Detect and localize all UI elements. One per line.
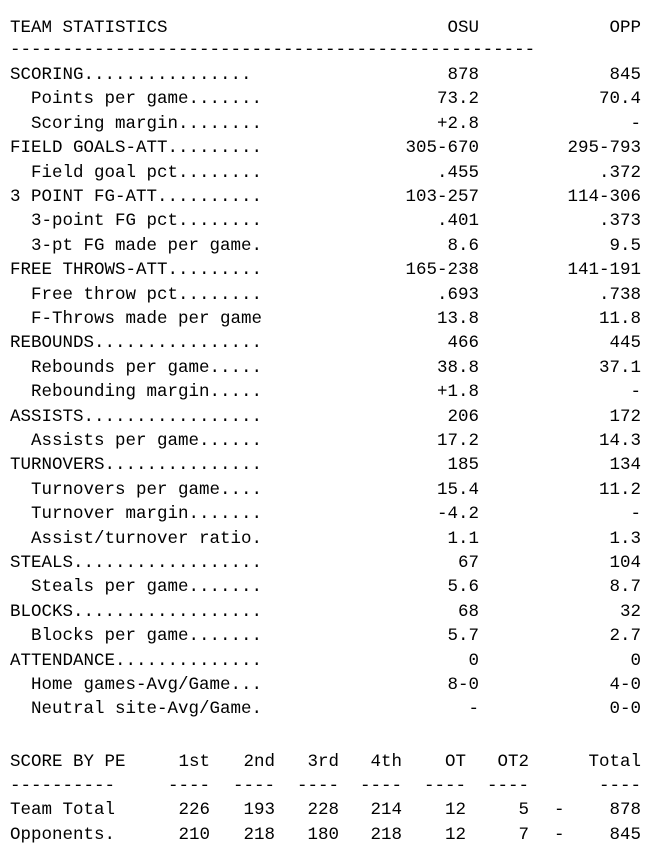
stat-row [0, 185, 660, 209]
stat-row [0, 429, 660, 453]
period-score: 218 [370, 825, 402, 845]
osu-value: 0 [468, 650, 479, 671]
header-rule [0, 38, 660, 62]
period-header: OT2 [497, 752, 529, 772]
opp-value: .372 [598, 162, 641, 183]
stat-label: Steals per game....... [10, 577, 263, 598]
stat-row [0, 258, 660, 282]
osu-value: 38.8 [436, 357, 479, 378]
stat-row [0, 453, 660, 477]
opp-value: 0 [630, 650, 641, 671]
period-row-label: Team Total [10, 800, 116, 820]
opp-value: 2.7 [609, 626, 641, 647]
stat-row [0, 405, 660, 429]
opp-value: 32 [619, 601, 641, 622]
opp-value: 141-191 [567, 260, 641, 281]
period-separator: - [554, 800, 565, 820]
opp-value: 37.1 [598, 357, 641, 378]
opp-value: 172 [609, 406, 641, 427]
period-rule: ---- [359, 776, 402, 796]
period-rule: ---- [296, 776, 339, 796]
osu-value: 1.1 [447, 528, 479, 549]
opp-value: 104 [609, 553, 641, 573]
opp-value: 134 [609, 455, 641, 476]
stat-label: Turnovers per game.... [10, 479, 263, 500]
stat-label: Field goal pct........ [10, 162, 263, 183]
opp-value: 9.5 [609, 235, 641, 256]
osu-value: 68 [457, 601, 479, 622]
period-score: 218 [243, 825, 275, 845]
stat-label: Points per game....... [10, 89, 263, 110]
osu-value: 165-238 [405, 260, 479, 281]
period-score: 228 [307, 800, 339, 820]
stat-label: BLOCKS.................. [10, 601, 263, 622]
stat-row [0, 600, 660, 624]
stat-label: Rebounds per game..... [10, 357, 263, 378]
opp-value: 8.7 [609, 577, 641, 598]
stat-label: Turnover margin....... [10, 504, 263, 525]
opp-column-header: OPP [609, 18, 641, 38]
stat-row [0, 478, 660, 502]
period-total: 845 [609, 825, 641, 845]
stat-row [0, 575, 660, 599]
stat-label: ASSISTS................. [10, 406, 263, 427]
period-header: 1st [178, 752, 210, 772]
stat-label: Home games-Avg/Game... [10, 675, 263, 695]
period-header: 3rd [307, 752, 339, 772]
stat-label: 3-point FG pct........ [10, 211, 263, 232]
period-score: 193 [243, 800, 275, 820]
period-rule: ---- [598, 776, 641, 796]
period-rule: ---- [167, 776, 210, 796]
opp-value: 1.3 [609, 528, 641, 549]
period-header-row [0, 750, 660, 774]
period-header: 4th [370, 752, 402, 772]
period-header: 2nd [243, 752, 275, 772]
stat-row [0, 87, 660, 111]
osu-value: 73.2 [436, 89, 479, 110]
period-header-label: SCORE BY PE [10, 752, 126, 772]
osu-value: 185 [447, 455, 479, 476]
period-score: 180 [307, 825, 339, 845]
osu-value: +1.8 [436, 382, 479, 403]
period-score: 12 [444, 825, 466, 845]
opp-value: .373 [598, 211, 641, 232]
period-row [0, 798, 660, 822]
opp-value: .738 [598, 284, 641, 305]
osu-value: 8-0 [447, 675, 479, 695]
stat-label: Rebounding margin..... [10, 382, 263, 403]
osu-value: 206 [447, 406, 479, 427]
period-score: 210 [178, 825, 210, 845]
stat-row [0, 307, 660, 331]
stat-row [0, 697, 660, 721]
osu-value: .693 [436, 284, 479, 305]
opp-value: 11.8 [598, 309, 641, 329]
stat-row [0, 209, 660, 233]
osu-value: +2.8 [436, 113, 479, 134]
stat-row [0, 673, 660, 697]
stat-row [0, 63, 660, 87]
stat-row [0, 356, 660, 380]
osu-value: 878 [447, 65, 479, 85]
period-rule: ---- [232, 776, 275, 796]
opp-value: 11.2 [598, 479, 641, 500]
opp-value: 845 [609, 65, 641, 85]
stat-label: Free throw pct........ [10, 284, 263, 305]
stat-label: 3 POINT FG-ATT.......... [10, 187, 263, 207]
stats-title: TEAM STATISTICS [10, 18, 168, 38]
period-score: 226 [178, 800, 210, 820]
stat-label: REBOUNDS................ [10, 333, 263, 354]
period-row [0, 823, 660, 847]
stats-header-row [0, 16, 660, 40]
period-header: OT [444, 752, 466, 772]
osu-value: 103-257 [405, 187, 479, 207]
opp-value: 295-793 [567, 138, 641, 159]
stat-label: SCORING................ [10, 65, 252, 85]
period-score: 5 [518, 800, 529, 820]
stat-row [0, 502, 660, 526]
osu-value: 17.2 [436, 431, 479, 451]
stat-row [0, 527, 660, 551]
period-rule: ---------- [10, 776, 116, 796]
period-rule: ---- [423, 776, 466, 796]
period-score: 12 [444, 800, 466, 820]
stat-label: FREE THROWS-ATT......... [10, 260, 263, 281]
period-separator: - [554, 825, 565, 845]
osu-value: 305-670 [405, 138, 479, 159]
stat-label: TURNOVERS............... [10, 455, 263, 476]
opp-value: 14.3 [598, 431, 641, 451]
opp-value: 70.4 [598, 89, 641, 110]
stat-label: STEALS.................. [10, 553, 263, 573]
opp-value: 0-0 [609, 699, 641, 720]
stat-row [0, 331, 660, 355]
osu-value: 466 [447, 333, 479, 354]
osu-value: .455 [436, 162, 479, 183]
stat-label: Assist/turnover ratio. [10, 528, 263, 549]
stat-label: ATTENDANCE.............. [10, 650, 263, 671]
stat-label: Blocks per game....... [10, 626, 263, 647]
osu-value: 8.6 [447, 235, 479, 256]
stat-row [0, 136, 660, 160]
osu-value: 67 [457, 553, 479, 573]
osu-value: 5.6 [447, 577, 479, 598]
stat-label: Neutral site-Avg/Game. [10, 699, 263, 720]
stat-label: 3-pt FG made per game. [10, 235, 263, 256]
header-rule-text: -------------------------------------------------- [10, 40, 536, 60]
osu-value: 5.7 [447, 626, 479, 647]
osu-column-header: OSU [447, 18, 479, 38]
stat-label: Scoring margin........ [10, 113, 263, 134]
osu-value: .401 [436, 211, 479, 232]
stat-row [0, 283, 660, 307]
period-score: 7 [518, 825, 529, 845]
period-score: 214 [370, 800, 402, 820]
period-row-label: Opponents. [10, 825, 116, 845]
osu-value: -4.2 [436, 504, 479, 525]
stat-row [0, 234, 660, 258]
stat-row [0, 380, 660, 404]
opp-value: 114-306 [567, 187, 641, 207]
period-total: 878 [609, 800, 641, 820]
period-rule: ---- [486, 776, 529, 796]
stat-label: F-Throws made per game [10, 309, 263, 329]
osu-value: 15.4 [436, 479, 479, 500]
stat-row [0, 161, 660, 185]
period-rule-row [0, 774, 660, 798]
opp-value: 445 [609, 333, 641, 354]
osu-value: - [468, 699, 479, 720]
stat-row [0, 624, 660, 648]
opp-value: - [630, 504, 641, 525]
stat-row [0, 112, 660, 136]
period-header-total: Total [588, 752, 641, 772]
stat-row [0, 649, 660, 673]
osu-value: 13.8 [436, 309, 479, 329]
stat-label: Assists per game...... [10, 431, 263, 451]
opp-value: - [630, 113, 641, 134]
opp-value: - [630, 382, 641, 403]
stat-label: FIELD GOALS-ATT......... [10, 138, 263, 159]
stat-row [0, 551, 660, 575]
opp-value: 4-0 [609, 675, 641, 695]
